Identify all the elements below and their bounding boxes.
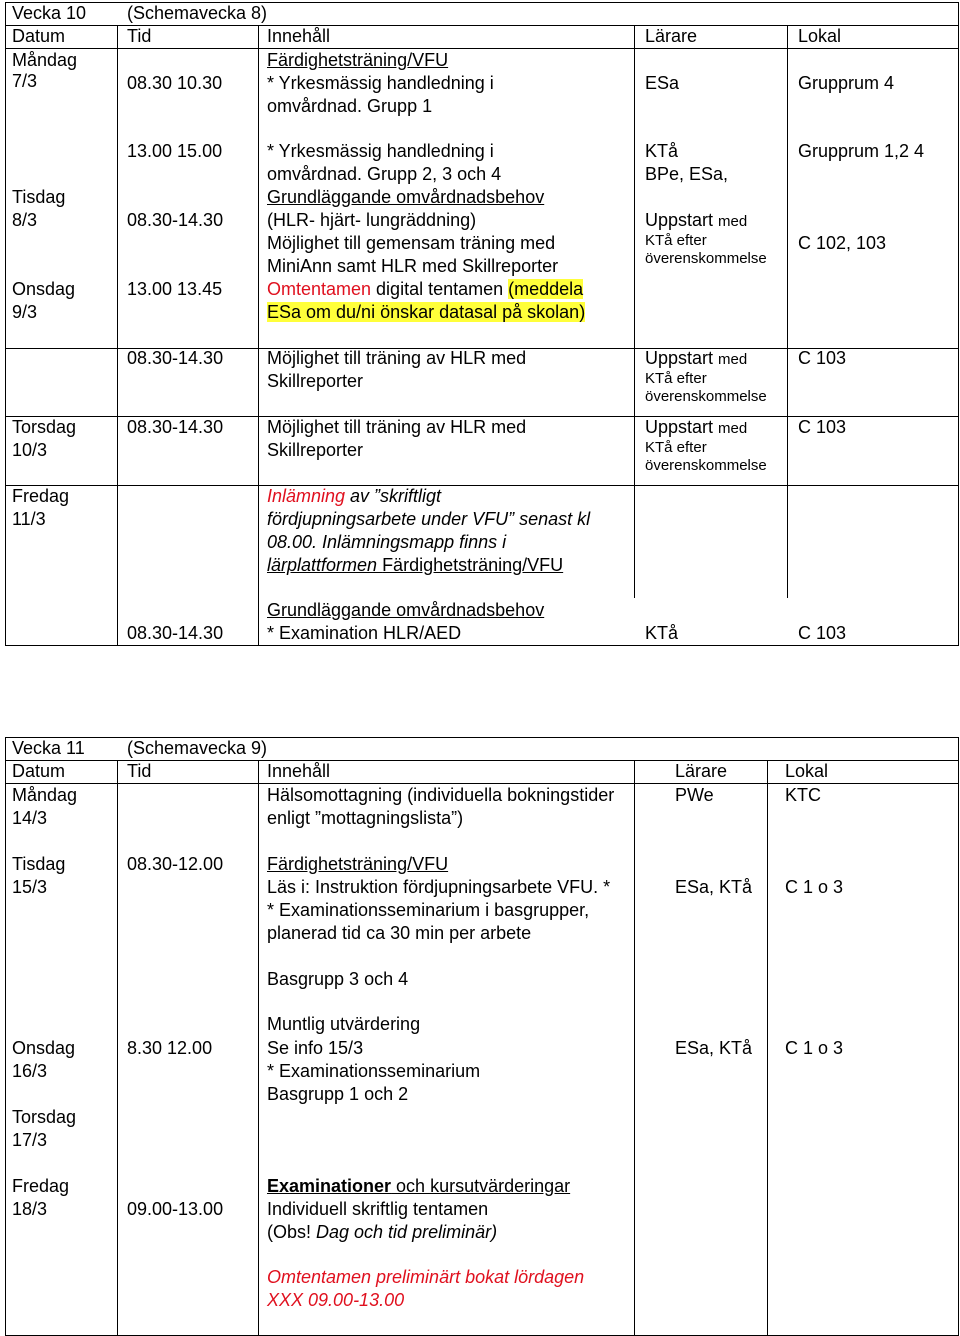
session-time: 08.30-12.00 bbox=[127, 854, 224, 874]
content-line: * Yrkesmässig handledning i bbox=[267, 73, 494, 93]
content-line bbox=[267, 278, 583, 301]
room: C 103 bbox=[798, 348, 847, 368]
teacher-after: KTå efter bbox=[645, 439, 707, 456]
header-innehall: Innehåll bbox=[267, 26, 331, 46]
teacher: ESa, KTå bbox=[675, 877, 753, 897]
content-line: Individuell skriftlig tentamen bbox=[267, 1199, 489, 1219]
header-datum: Datum bbox=[12, 761, 66, 781]
day-label: Tisdag bbox=[12, 187, 66, 207]
platform-text: lärplattformen bbox=[267, 555, 383, 575]
retake-note: ESa om du/ni önskar datasal på skolan) bbox=[267, 302, 586, 322]
day-date: 10/3 bbox=[12, 440, 48, 460]
session-time: 09.00-13.00 bbox=[127, 1199, 224, 1219]
week11-title: Vecka 11 bbox=[12, 738, 85, 758]
content-line: Skillreporter bbox=[267, 440, 364, 460]
teacher-agreement: överenskommelse bbox=[645, 457, 767, 474]
session-time: 08.30-14.30 bbox=[127, 417, 224, 437]
day-label: Onsdag bbox=[12, 279, 76, 299]
session-time: 13.00 13.45 bbox=[127, 279, 223, 299]
room: C 1 o 3 bbox=[785, 1038, 844, 1058]
content-line bbox=[267, 301, 585, 324]
note-prefix: (Obs! bbox=[267, 1222, 317, 1242]
session-time: 08.30 10.30 bbox=[127, 73, 223, 93]
retake-text: digital tentamen bbox=[371, 279, 509, 299]
retake-line: XXX 09.00-13.00 bbox=[267, 1290, 405, 1310]
content-line: omvårdnad. Grupp 1 bbox=[267, 96, 433, 116]
room: C 103 bbox=[798, 623, 847, 643]
room: C 102, 103 bbox=[798, 233, 887, 253]
header-datum: Datum bbox=[12, 26, 66, 46]
content-line: Möjlighet till gemensam träning med bbox=[267, 233, 556, 253]
day-label: Tisdag bbox=[12, 854, 66, 874]
teacher-after: KTå efter bbox=[645, 370, 707, 387]
teacher: KTå bbox=[645, 623, 679, 643]
content-line: Muntlig utvärdering bbox=[267, 1014, 421, 1034]
session-time: 13.00 15.00 bbox=[127, 141, 223, 161]
content-line bbox=[267, 485, 441, 508]
day-label: Torsdag bbox=[12, 417, 77, 437]
day-label: Måndag bbox=[12, 50, 78, 70]
day-date: 15/3 bbox=[12, 877, 48, 897]
teacher-agreement: överenskommelse bbox=[645, 250, 767, 267]
content-line: Skillreporter bbox=[267, 371, 364, 391]
start-label: Uppstart bbox=[645, 417, 714, 437]
content-line: Se info 15/3 bbox=[267, 1038, 364, 1058]
room: KTC bbox=[785, 785, 821, 805]
content-line: enligt ”mottagningslista”) bbox=[267, 808, 464, 828]
content-line bbox=[267, 1221, 497, 1244]
day-date: 14/3 bbox=[12, 808, 48, 828]
teacher-agreement: överenskommelse bbox=[645, 388, 767, 405]
header-lokal: Lokal bbox=[798, 26, 842, 46]
content-line: Möjlighet till träning av HLR med bbox=[267, 348, 527, 368]
day-label: Fredag bbox=[12, 1176, 70, 1196]
day-label: Måndag bbox=[12, 785, 78, 805]
day-label: Fredag bbox=[12, 486, 70, 506]
header-tid: Tid bbox=[127, 761, 152, 781]
teacher: BPe, ESa, bbox=[645, 164, 729, 184]
teacher: KTå bbox=[645, 141, 679, 161]
content-line: Läs i: Instruktion fördjupningsarbete VFU. * bbox=[267, 877, 611, 897]
course-heading: Grundläggande omvårdnadsbehov bbox=[267, 187, 545, 207]
teacher-after: KTå efter bbox=[645, 232, 707, 249]
day-label: Torsdag bbox=[12, 1107, 77, 1127]
content-line bbox=[267, 554, 563, 577]
session-time: 08.30-14.30 bbox=[127, 348, 224, 368]
room: Grupprum 1,2 4 bbox=[798, 141, 925, 161]
teacher-start bbox=[645, 416, 747, 439]
content-line: fördjupningsarbete under VFU” senast kl bbox=[267, 509, 591, 529]
submission-label: Inlämning bbox=[267, 486, 346, 506]
day-date: 9/3 bbox=[12, 302, 38, 322]
teacher-start bbox=[645, 347, 747, 370]
content-line: * Examination HLR/AED bbox=[267, 623, 462, 643]
med-label: med bbox=[718, 420, 748, 437]
room: C 103 bbox=[798, 417, 847, 437]
content-line: Basgrupp 1 och 2 bbox=[267, 1084, 409, 1104]
week10-schema: (Schemavecka 8) bbox=[127, 3, 268, 23]
day-date: 11/3 bbox=[12, 509, 46, 529]
week10-title: Vecka 10 bbox=[12, 3, 87, 23]
content-line: Hälsomottagning (individuella bokningstider bbox=[267, 785, 615, 805]
session-time: 08.30-14.30 bbox=[127, 210, 224, 230]
platform-link[interactable]: Färdighetsträning/VFU bbox=[382, 555, 564, 575]
exam-heading: Examinationer bbox=[267, 1176, 392, 1196]
note-text: Dag och tid preliminär) bbox=[316, 1222, 498, 1242]
med-label: med bbox=[718, 213, 748, 230]
day-label: Onsdag bbox=[12, 1038, 76, 1058]
header-tid: Tid bbox=[127, 26, 152, 46]
room: C 1 o 3 bbox=[785, 877, 844, 897]
header-lokal: Lokal bbox=[785, 761, 829, 781]
day-date: 7/3 bbox=[12, 71, 38, 91]
course-heading: Färdighetsträning/VFU bbox=[267, 50, 449, 70]
content-line: (HLR- hjärt- lungräddning) bbox=[267, 210, 477, 230]
teacher-start bbox=[645, 209, 747, 232]
course-heading: Grundläggande omvårdnadsbehov bbox=[267, 600, 545, 620]
header-larare: Lärare bbox=[645, 26, 698, 46]
week11-schema: (Schemavecka 9) bbox=[127, 738, 268, 758]
content-line: MiniAnn samt HLR med Skillreporter bbox=[267, 256, 559, 276]
content-line: * Examinationsseminarium i basgrupper, bbox=[267, 900, 590, 920]
retake-label: Omtentamen bbox=[267, 279, 372, 299]
content-line: planerad tid ca 30 min per arbete bbox=[267, 923, 532, 943]
evaluation-heading: och kursutvärderingar bbox=[391, 1176, 571, 1196]
content-line: 08.00. Inlämningsmapp finns i bbox=[267, 532, 507, 552]
content-line: omvårdnad. Grupp 2, 3 och 4 bbox=[267, 164, 502, 184]
retake-line: Omtentamen preliminärt bokat lördagen bbox=[267, 1267, 585, 1287]
start-label: Uppstart bbox=[645, 210, 714, 230]
header-larare: Lärare bbox=[675, 761, 728, 781]
session-time: 8.30 12.00 bbox=[127, 1038, 213, 1058]
day-date: 18/3 bbox=[12, 1199, 48, 1219]
day-date: 16/3 bbox=[12, 1061, 48, 1081]
course-heading: Färdighetsträning/VFU bbox=[267, 854, 449, 874]
start-label: Uppstart bbox=[645, 348, 714, 368]
session-time: 08.30-14.30 bbox=[127, 623, 224, 643]
content-line: * Yrkesmässig handledning i bbox=[267, 141, 494, 161]
content-line: * Examinationsseminarium bbox=[267, 1061, 481, 1081]
teacher: PWe bbox=[675, 785, 714, 805]
retake-note: (meddela bbox=[508, 279, 584, 299]
teacher: ESa, KTå bbox=[675, 1038, 753, 1058]
room: Grupprum 4 bbox=[798, 73, 895, 93]
header-innehall: Innehåll bbox=[267, 761, 331, 781]
day-date: 8/3 bbox=[12, 210, 38, 230]
day-date: 17/3 bbox=[12, 1130, 48, 1150]
med-label: med bbox=[718, 351, 748, 368]
content-line: Möjlighet till träning av HLR med bbox=[267, 417, 527, 437]
course-heading bbox=[267, 1175, 570, 1198]
content-line: Basgrupp 3 och 4 bbox=[267, 969, 409, 989]
submission-text: av ”skriftligt bbox=[345, 486, 442, 506]
teacher: ESa bbox=[645, 73, 680, 93]
